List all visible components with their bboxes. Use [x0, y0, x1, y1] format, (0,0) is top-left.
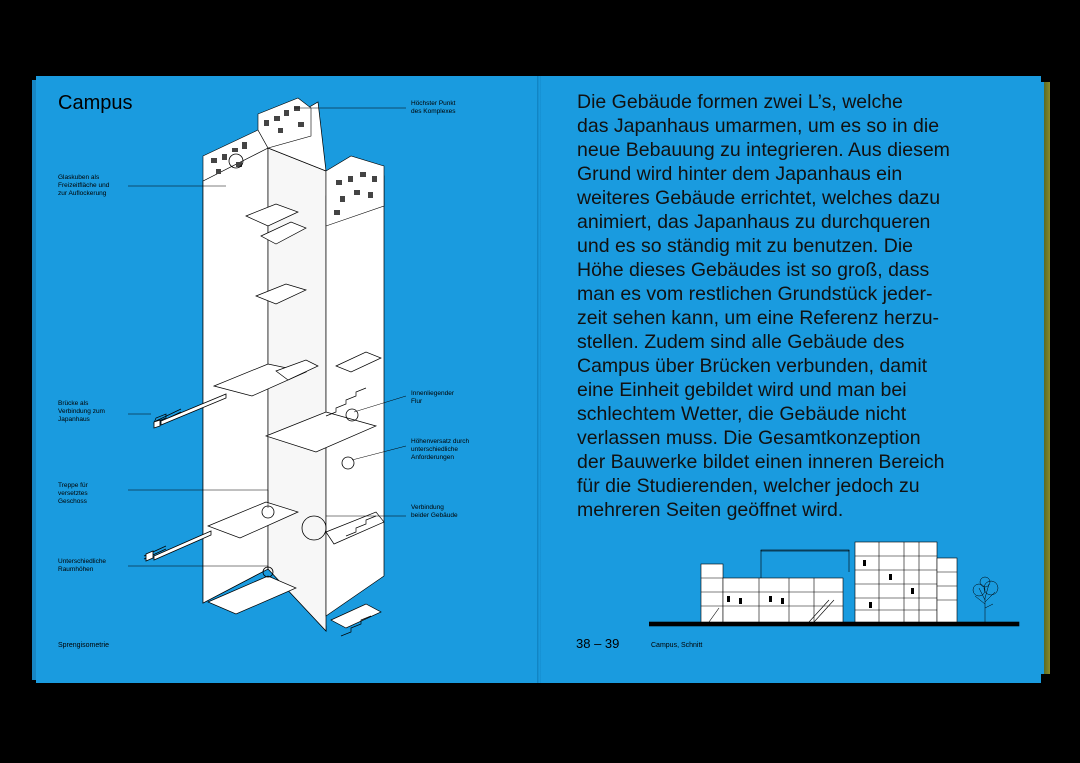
annotation-height-offset: Höhenversatz durch unterschiedliche Anforderungen	[411, 438, 470, 461]
page-title: Campus	[58, 92, 133, 114]
annotation-room-heights: Unterschiedliche Raumhöhen	[58, 558, 107, 573]
left-page	[36, 76, 539, 683]
body-paragraph: Die Gebäude formen zwei L’s, welche das Japanhaus umarmen, um es so in die neue Bebauung zu integrieren. Aus diesem Grund wird hinter dem Japanhaus ein weiteres Gebäude errichtet, welches dazu animiert, das Japanhaus zu durchqueren und es so ständig mit zu benutzen. Die Höhe dieses Gebäudes ist so groß, dass man es vom restlichen Grundstück jeder- zeit sehen kann, um eine Referenz herzu- stellen. Zudem sind alle Gebäude des Campus über Brücken verbunden, damit eine Einheit gebildet wird und man bei schlechtem Wetter, die Gebäude nicht verlassen muss. Die Gesamtkonzeption der Bauwerke bildet einen inneren Bereich für die Studierenden, welcher jedoch zu mehreren Seiten geöffnet wird.	[577, 91, 950, 521]
annotation-glass-cubes: Glaskuben als Freizeitfläche und zur Auflockerung	[58, 174, 110, 197]
annotation-stairs: Treppe für versetztes Geschoss	[58, 482, 88, 505]
annotation-bridge: Brücke als Verbindung zum Japanhaus	[58, 400, 105, 423]
exploded-isometric-drawing	[36, 76, 539, 683]
right-page	[541, 76, 1041, 683]
page-stack-edge-right	[1041, 82, 1050, 674]
figure-caption-right: Campus, Schnitt	[651, 642, 703, 649]
campus-section-drawing	[649, 538, 1021, 630]
page-number: 38 – 39	[576, 636, 620, 651]
annotation-highest-point: Höchster Punkt des Komplexes	[411, 100, 456, 115]
figure-caption-left: Sprengisometrie	[58, 642, 109, 649]
annotation-corridor: Innenliegender Flur	[411, 390, 455, 405]
annotation-connection: Verbindung beider Gebäude	[411, 504, 458, 519]
